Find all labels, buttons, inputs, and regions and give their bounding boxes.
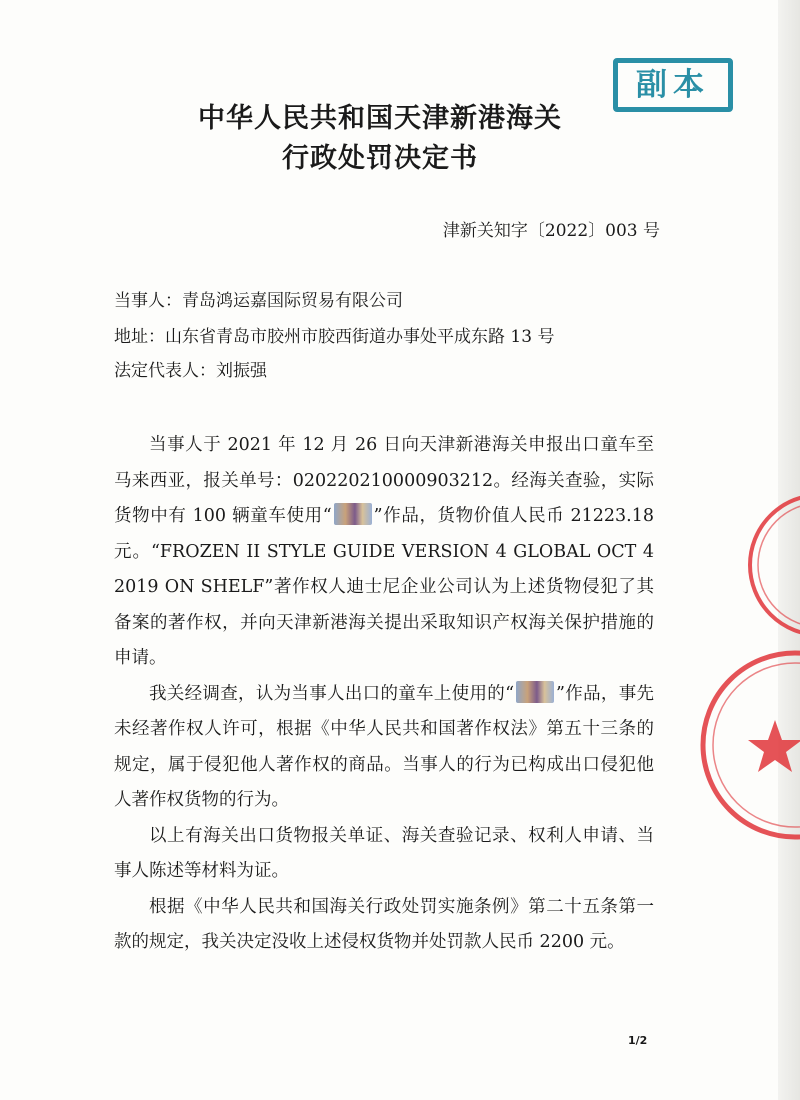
copy-stamp: 副本 (613, 58, 733, 112)
frozen-artwork-image (516, 681, 554, 703)
paragraph-investigation: 我关经调查，认为当事人出口的童车上使用的“ ”作品，事先未经著作权人许可，根据《中华人民共和国著作权法》第五十三条的规定，属于侵犯他人著作权的商品。当事人的行为已构成出口侵犯他人著作权货物的行为。 (114, 677, 654, 819)
party-address: 地址：山东省青岛市胶州市胶西街道办事处平成东路 13 号 (114, 327, 555, 347)
seal-star-icon (748, 720, 800, 772)
frozen-artwork-image (334, 503, 372, 525)
paragraph-penalty: 根据《中华人民共和国海关行政处罚实施条例》第二十五条第一款的规定，我关决定没收上述侵权货物并处罚款人民币 2200 元。 (114, 896, 654, 952)
paragraph-facts: 当事人于 2021 年 12 月 26 日向天津新港海关申报出口童车至马来西亚，报关单号：020220210000903212。经海关查验，实际货物中有 100 辆童车使用“ ”作品，货物价值人民币 21223.18 元。“FROZEN II STYLE GUIDE VERSION 4 GLOBAL OCT 4 2019 ON SHELF”著作权人迪士尼企业公司认为上述货物侵犯了其备案的著作权，并向天津新港海关提出采取知识产权海关保护措施的申请。 (114, 435, 654, 668)
document-number: 津新关知字〔2022〕003 号 (442, 221, 660, 241)
official-seal-lower (690, 650, 800, 850)
paragraph-evidence: 以上有海关出口货物报关单证、海关查验记录、权利人申请、当事人陈述等材料为证。 (114, 825, 654, 881)
decision-body (114, 428, 654, 961)
official-seal-upper (740, 490, 800, 640)
party-representative: 法定代表人：刘振强 (114, 361, 267, 381)
party-name: 当事人：青岛鸿运嘉国际贸易有限公司 (114, 291, 403, 311)
page-number: 1/2 (628, 1034, 648, 1047)
document-title-line2: 行政处罚决定书 (282, 143, 478, 174)
document-title-line1: 中华人民共和国天津新港海关 (198, 103, 562, 134)
